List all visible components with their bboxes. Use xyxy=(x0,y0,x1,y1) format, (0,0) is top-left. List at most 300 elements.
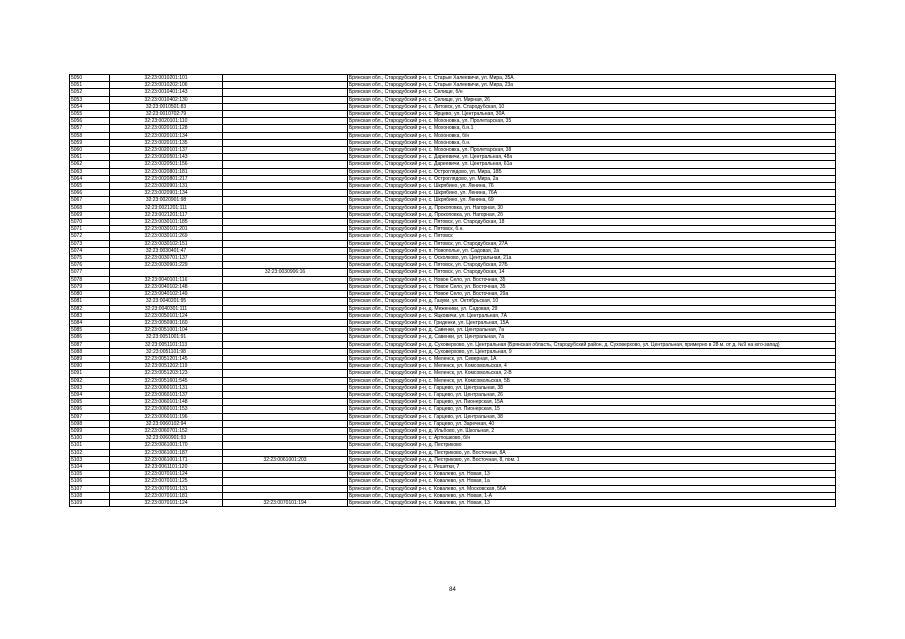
parent-number-cell xyxy=(223,118,348,125)
row-number-cell: 5100 xyxy=(70,435,110,442)
table-row xyxy=(70,377,836,384)
parent-number-cell xyxy=(223,420,348,427)
parent-number-cell xyxy=(223,197,348,204)
table-row xyxy=(70,226,836,233)
row-number-cell: 5102 xyxy=(70,449,110,456)
parent-number-cell xyxy=(223,305,348,312)
parent-number-cell xyxy=(223,492,348,499)
table-row xyxy=(70,420,836,427)
table-row xyxy=(70,355,836,362)
table-row xyxy=(70,449,836,456)
parent-number-cell xyxy=(223,485,348,492)
address-cell: Брянская обл., Стародубский р-н, с. Гарцево, ул. Центральная, 38 xyxy=(348,413,836,420)
table-row xyxy=(70,168,836,175)
row-number-cell: 5096 xyxy=(70,406,110,413)
table-row xyxy=(70,312,836,319)
address-cell: Брянская обл., Стародубский р-н, с. Яцковичи, ул. Центральная, 7А xyxy=(348,312,836,319)
cadastral-number-cell: 32:23:0010202:106 xyxy=(110,82,223,89)
row-number-cell: 5080 xyxy=(70,291,110,298)
address-cell: Брянская обл., Стародубский р-н, с. Осколково, ул. Центральная, 21а xyxy=(348,255,836,262)
cadastral-number-cell: 32:23:0051201:145 xyxy=(110,355,223,362)
row-number-cell: 5074 xyxy=(70,247,110,254)
parent-number-cell xyxy=(223,183,348,190)
parent-number-cell xyxy=(223,283,348,290)
address-cell: Брянская обл., Стародубский р-н, с. Пятовск, ул. Стародубская, 27Б xyxy=(348,262,836,269)
table-row xyxy=(70,413,836,420)
cadastral-number-cell: 32:23:0020501:143 xyxy=(110,154,223,161)
row-number-cell: 5097 xyxy=(70,413,110,420)
parent-number-cell xyxy=(223,384,348,391)
table-row xyxy=(70,82,836,89)
table-row xyxy=(70,463,836,470)
cadastral-number-cell: 32:23:0040102:149 xyxy=(110,291,223,298)
cadastral-number-cell: 32:23:0020901:134 xyxy=(110,190,223,197)
table-row xyxy=(70,435,836,442)
address-cell: Брянская обл., Стародубский р-н, с. Шкрябино, ул. Ленина, 69 xyxy=(348,197,836,204)
address-cell: Брянская обл., Стародубский р-н, с. Пятовск, б.н. xyxy=(348,226,836,233)
table-row xyxy=(70,96,836,103)
table-row xyxy=(70,103,836,110)
cadastral-number-cell: 32:23:0060102:94 xyxy=(110,420,223,427)
cadastral-number-cell: 32:23:0060901:93 xyxy=(110,435,223,442)
row-number-cell: 5068 xyxy=(70,204,110,211)
cadastral-number-cell: 32:23:0061001:187 xyxy=(110,449,223,456)
cadastral-number-cell: 32:23:0020101:135 xyxy=(110,139,223,146)
parent-number-cell xyxy=(223,96,348,103)
address-cell: Брянская обл., Стародубский р-н, с. Новое Село, ул. Восточная, 35 xyxy=(348,283,836,290)
address-cell: Брянская обл., Стародубский р-н, с. Селище, б/н xyxy=(348,89,836,96)
row-number-cell: 5072 xyxy=(70,233,110,240)
cadastral-number-cell: 32:23:0020101:137 xyxy=(110,147,223,154)
table-row xyxy=(70,190,836,197)
row-number-cell: 5093 xyxy=(70,384,110,391)
cadastral-number-cell: 32:23:0030102:151 xyxy=(110,240,223,247)
address-cell: Брянская обл., Стародубский р-н, с. Меленск, ул. Комсомольская, 2-В xyxy=(348,370,836,377)
row-number-cell: 5101 xyxy=(70,442,110,449)
cadastral-number-cell: 32:23:0060101:196 xyxy=(110,413,223,420)
address-cell: Брянская обл., Стародубский р-н, с. Гарцево, ул. Пионерская, 15А xyxy=(348,399,836,406)
cadastral-number-cell: 32:23:0060101:148 xyxy=(110,399,223,406)
property-table-body xyxy=(70,75,836,507)
table-row xyxy=(70,348,836,355)
address-cell: Брянская обл., Стародубский р-н, д. Пестриково xyxy=(348,442,836,449)
address-cell: Брянская обл., Стародубский р-н, с. Новое Село, ул. Восточная, 35 xyxy=(348,276,836,283)
address-cell: Брянская обл., Стародубский р-н, с. Меленск, ул. Комсомольская, 4 xyxy=(348,363,836,370)
address-cell: Брянская обл., Стародубский р-н, с. Старые Халеевичи, ул. Мира, 23а xyxy=(348,82,836,89)
table-row xyxy=(70,132,836,139)
row-number-cell: 5055 xyxy=(70,111,110,118)
cadastral-number-cell: 32:23:0020901:98 xyxy=(110,197,223,204)
address-cell: Брянская обл., Стародубский р-н, с. Новое Село, ул. Восточная, 29а xyxy=(348,291,836,298)
address-cell: Брянская обл., Стародубский р-н, с. Пятовск, ул. Стародубская, 14 xyxy=(348,269,836,276)
table-row xyxy=(70,125,836,132)
cadastral-number-cell: 32:23:0061001:170 xyxy=(110,442,223,449)
row-number-cell: 5098 xyxy=(70,420,110,427)
parent-number-cell xyxy=(223,413,348,420)
parent-number-cell xyxy=(223,370,348,377)
table-row xyxy=(70,399,836,406)
table-row xyxy=(70,211,836,218)
cadastral-number-cell: 32:23:0010401:143 xyxy=(110,89,223,96)
row-number-cell: 5081 xyxy=(70,298,110,305)
table-row xyxy=(70,471,836,478)
cadastral-number-cell xyxy=(110,269,223,276)
parent-number-cell xyxy=(223,478,348,485)
table-row xyxy=(70,233,836,240)
address-cell: Брянская обл., Стародубский р-н, с. Ярцево, ул. Центральная, 30А xyxy=(348,111,836,118)
cadastral-number-cell: 32:23:0051001:91 xyxy=(110,334,223,341)
parent-number-cell xyxy=(223,190,348,197)
table-row xyxy=(70,262,836,269)
address-cell: Брянская обл., Стародубский р-н, с. Дареевичи, ул. Центральная, 61а xyxy=(348,161,836,168)
row-number-cell: 5099 xyxy=(70,427,110,434)
table-row xyxy=(70,492,836,499)
table-row xyxy=(70,247,836,254)
table-row xyxy=(70,305,836,312)
table-row xyxy=(70,139,836,146)
address-cell: Брянская обл., Стародубский р-н, с. Ковалево, ул. Новая, 1а xyxy=(348,478,836,485)
table-row xyxy=(70,276,836,283)
row-number-cell: 5056 xyxy=(70,118,110,125)
parent-number-cell xyxy=(223,341,348,348)
cadastral-number-cell: 32:23:0051601:545 xyxy=(110,377,223,384)
row-number-cell: 5067 xyxy=(70,197,110,204)
table-row xyxy=(70,204,836,211)
cadastral-number-cell: 32:23:0051202:119 xyxy=(110,363,223,370)
table-row xyxy=(70,154,836,161)
address-cell: Брянская обл., Стародубский р-н, с. Мохоновка, б.н.1 xyxy=(348,125,836,132)
address-cell: Брянская обл., Стародубский р-н, д. Ильбово, ул. Школьная, 2 xyxy=(348,427,836,434)
table-row xyxy=(70,183,836,190)
row-number-cell: 5089 xyxy=(70,355,110,362)
parent-number-cell xyxy=(223,132,348,139)
row-number-cell: 5084 xyxy=(70,319,110,326)
cadastral-number-cell: 32:23:0030401:47 xyxy=(110,247,223,254)
cadastral-number-cell: 32:23:0021201:117 xyxy=(110,211,223,218)
address-cell: Брянская обл., Стародубский р-н, с. Шкрябино, ул. Ленина, 76А xyxy=(348,190,836,197)
row-number-cell: 5083 xyxy=(70,312,110,319)
table-row xyxy=(70,298,836,305)
row-number-cell: 5092 xyxy=(70,377,110,384)
address-cell: Брянская обл., Стародубский р-н, с. Меленск, ул. Северная, 1А xyxy=(348,355,836,362)
row-number-cell: 5069 xyxy=(70,211,110,218)
row-number-cell: 5094 xyxy=(70,391,110,398)
address-cell: Брянская обл., Стародубский р-н, д. Пестриково, ул. Восточная, 8, пом. 1 xyxy=(348,456,836,463)
address-cell: Брянская обл., Стародубский р-н, с. Остроглядово, ул. Мира, 18Б xyxy=(348,168,836,175)
address-cell: Брянская обл., Стародубский р-н, с. Гарцево, ул. Центральная, 38 xyxy=(348,384,836,391)
cadastral-number-cell: 32:23:0020101:128 xyxy=(110,125,223,132)
cadastral-number-cell: 32:23:0020101:134 xyxy=(110,132,223,139)
cadastral-number-cell: 32:23:0070101:125 xyxy=(110,478,223,485)
parent-number-cell xyxy=(223,312,348,319)
table-row xyxy=(70,442,836,449)
parent-number-cell xyxy=(223,327,348,334)
row-number-cell: 5061 xyxy=(70,154,110,161)
cadastral-number-cell: 32:23:0020501:156 xyxy=(110,161,223,168)
address-cell: Брянская обл., Стародубский р-н, с. Мохоновка, ул. Пролетарская, 38 xyxy=(348,147,836,154)
parent-number-cell xyxy=(223,175,348,182)
address-cell: Брянская обл., Стародубский р-н, с. Ковалево, ул. Новая, 1-А xyxy=(348,492,836,499)
parent-number-cell xyxy=(223,75,348,82)
parent-number-cell xyxy=(223,255,348,262)
cadastral-number-cell: 32:23:0061101:120 xyxy=(110,463,223,470)
parent-number-cell xyxy=(223,334,348,341)
cadastral-number-cell: 32:23:0051001:104 xyxy=(110,327,223,334)
row-number-cell: 5065 xyxy=(70,183,110,190)
table-row xyxy=(70,75,836,82)
address-cell: Брянская обл., Стародубский р-н, с. Пятовск xyxy=(348,233,836,240)
table-row xyxy=(70,384,836,391)
table-row xyxy=(70,269,836,276)
parent-number-cell xyxy=(223,463,348,470)
page-number: 84 xyxy=(449,587,456,593)
row-number-cell: 5085 xyxy=(70,327,110,334)
cadastral-number-cell: 32:23:0060101:153 xyxy=(110,406,223,413)
address-cell: Брянская обл., Стародубский р-н, с. Гарцево, ул. Заречная, 40 xyxy=(348,420,836,427)
table-row xyxy=(70,370,836,377)
parent-number-cell xyxy=(223,226,348,233)
cadastral-number-cell: 32:23:0051203:123 xyxy=(110,370,223,377)
table-row xyxy=(70,197,836,204)
address-cell: Брянская обл., Стародубский р-н, п. Новополье, ул. Садовая, 2а xyxy=(348,247,836,254)
row-number-cell: 5078 xyxy=(70,276,110,283)
cadastral-number-cell: 32:23:0070101:124 xyxy=(110,499,223,506)
row-number-cell: 5053 xyxy=(70,96,110,103)
row-number-cell: 5108 xyxy=(70,492,110,499)
row-number-cell: 5090 xyxy=(70,363,110,370)
cadastral-number-cell: 32:23:0050901:160 xyxy=(110,319,223,326)
parent-number-cell xyxy=(223,240,348,247)
address-cell: Брянская обл., Стародубский р-н, с. Ковалево, ул. Новая, 13 xyxy=(348,499,836,506)
row-number-cell: 5107 xyxy=(70,485,110,492)
cadastral-number-cell: 32:23:0060101:131 xyxy=(110,384,223,391)
row-number-cell: 5071 xyxy=(70,226,110,233)
address-cell: Брянская обл., Стародубский р-н, с. Селище, ул. Мирная, 26 xyxy=(348,96,836,103)
address-cell: Брянская обл., Стародубский р-н, д. Савенки, ул. Центральная, 7а xyxy=(348,334,836,341)
parent-number-cell xyxy=(223,139,348,146)
address-cell: Брянская обл., Стародубский р-н, д. Пестриково, ул. Восточная, 8А xyxy=(348,449,836,456)
cadastral-number-cell: 32:23:0010702:79 xyxy=(110,111,223,118)
table-row xyxy=(70,499,836,506)
row-number-cell: 5076 xyxy=(70,262,110,269)
address-cell: Брянская обл., Стародубский р-н, с. Решетки, 7 xyxy=(348,463,836,470)
cadastral-number-cell: 32:23:0060101:137 xyxy=(110,391,223,398)
address-cell: Брянская обл., Стародубский р-н, с. Мохоновка, б/н xyxy=(348,132,836,139)
row-number-cell: 5109 xyxy=(70,499,110,506)
parent-number-cell xyxy=(223,262,348,269)
row-number-cell: 5054 xyxy=(70,103,110,110)
address-cell: Брянская обл., Стародубский р-н, с. Пятовск, ул. Стародубская, 27А xyxy=(348,240,836,247)
address-cell: Брянская обл., Стародубский р-н, с. Ковалево, ул. Московская, 56А xyxy=(348,485,836,492)
cadastral-number-cell: 32:23:0040102:148 xyxy=(110,283,223,290)
row-number-cell: 5079 xyxy=(70,283,110,290)
row-number-cell: 5060 xyxy=(70,147,110,154)
row-number-cell: 5077 xyxy=(70,269,110,276)
parent-number-cell xyxy=(223,103,348,110)
cadastral-number-cell: 32:23:0050101:124 xyxy=(110,312,223,319)
address-cell: Брянская обл., Стародубский р-н, с. Ковалево, ул. Новая, 13 xyxy=(348,471,836,478)
parent-number-cell xyxy=(223,147,348,154)
row-number-cell: 5086 xyxy=(70,334,110,341)
table-row xyxy=(70,89,836,96)
parent-number-cell: 32:23:0030906:16 xyxy=(223,269,348,276)
row-number-cell: 5082 xyxy=(70,305,110,312)
address-cell: Брянская обл., Стародубский р-н, с. Артюшково, б/н xyxy=(348,435,836,442)
parent-number-cell xyxy=(223,211,348,218)
row-number-cell: 5064 xyxy=(70,175,110,182)
row-number-cell: 5091 xyxy=(70,370,110,377)
parent-number-cell xyxy=(223,125,348,132)
table-row xyxy=(70,391,836,398)
address-cell: Брянская обл., Стародубский р-н, с. Старые Халеевичи, ул. Мира, 35А xyxy=(348,75,836,82)
address-cell: Брянская обл., Стародубский р-н, с. Шкрябино, ул. Ленина, 76 xyxy=(348,183,836,190)
row-number-cell: 5104 xyxy=(70,463,110,470)
table-row xyxy=(70,456,836,463)
address-cell: Брянская обл., Стародубский р-н, д. Прокоповка, ул. Нагорная, 2б xyxy=(348,211,836,218)
cadastral-number-cell: 32:23:0040101:116 xyxy=(110,276,223,283)
address-cell: Брянская обл., Стародубский р-н, д. Суховерхово, ул. Центральная, 9 xyxy=(348,348,836,355)
parent-number-cell: 32:23:0061001:203 xyxy=(223,456,348,463)
parent-number-cell xyxy=(223,154,348,161)
cadastral-number-cell: 32:23:0040201:95 xyxy=(110,298,223,305)
row-number-cell: 5103 xyxy=(70,456,110,463)
table-row xyxy=(70,291,836,298)
row-number-cell: 5087 xyxy=(70,341,110,348)
address-cell: Брянская обл., Стародубский р-н, с. Литовск, ул. Стародубская, 10 xyxy=(348,103,836,110)
row-number-cell: 5052 xyxy=(70,89,110,96)
table-row xyxy=(70,427,836,434)
row-number-cell: 5062 xyxy=(70,161,110,168)
table-row xyxy=(70,334,836,341)
cadastral-number-cell: 32:23:0030701:137 xyxy=(110,255,223,262)
row-number-cell: 5070 xyxy=(70,219,110,226)
cadastral-number-cell: 32:23:0020901:131 xyxy=(110,183,223,190)
parent-number-cell xyxy=(223,219,348,226)
address-cell: Брянская обл., Стародубский р-н, с. Мохоновка, б.н. xyxy=(348,139,836,146)
parent-number-cell xyxy=(223,204,348,211)
property-table xyxy=(69,74,836,507)
cadastral-number-cell: 32:23:0060701:152 xyxy=(110,427,223,434)
cadastral-number-cell: 32:23:0010201:101 xyxy=(110,75,223,82)
cadastral-number-cell: 32:23:0061001:171 xyxy=(110,456,223,463)
address-cell: Брянская обл., Стародубский р-н, д. Савенки, ул. Центральная, 7а xyxy=(348,327,836,334)
cadastral-number-cell: 32:23:0021201:111 xyxy=(110,204,223,211)
address-cell: Брянская обл., Стародубский р-н, с. Дареевичи, ул. Центральная, 48а xyxy=(348,154,836,161)
table-row xyxy=(70,341,836,348)
table-row xyxy=(70,147,836,154)
parent-number-cell xyxy=(223,89,348,96)
parent-number-cell xyxy=(223,435,348,442)
row-number-cell: 5073 xyxy=(70,240,110,247)
cadastral-number-cell: 32:23:0020801:217 xyxy=(110,175,223,182)
table-row xyxy=(70,118,836,125)
cadastral-number-cell: 32:23:0030101:185 xyxy=(110,219,223,226)
address-cell: Брянская обл., Стародубский р-н, д. Газуки, ул. Октябрьская, 10 xyxy=(348,298,836,305)
address-cell: Брянская обл., Стародубский р-н, с. Меленск, ул. Комсомольская, 5Б xyxy=(348,377,836,384)
table-row xyxy=(70,175,836,182)
parent-number-cell xyxy=(223,82,348,89)
row-number-cell: 5058 xyxy=(70,132,110,139)
table-row xyxy=(70,283,836,290)
cadastral-number-cell: 32:23:0070101:131 xyxy=(110,485,223,492)
row-number-cell: 5105 xyxy=(70,471,110,478)
cadastral-number-cell: 32:23:0020101:110 xyxy=(110,118,223,125)
address-cell: Брянская обл., Стародубский р-н, с. Гриденки, ул. Центральная, 15А xyxy=(348,319,836,326)
address-cell: Брянская обл., Стародубский р-н, с. Гарцево, ул. Центральная, 26 xyxy=(348,391,836,398)
address-cell: Брянская обл., Стародубский р-н, с. Пятовск, ул. Стародубская, 18 xyxy=(348,219,836,226)
parent-number-cell xyxy=(223,377,348,384)
parent-number-cell: 32:23:0070101:194 xyxy=(223,499,348,506)
cadastral-number-cell: 32:23:0010402:130 xyxy=(110,96,223,103)
cadastral-number-cell: 32:23:0020801:181 xyxy=(110,168,223,175)
parent-number-cell xyxy=(223,399,348,406)
cadastral-number-cell: 32:23:0030101:269 xyxy=(110,233,223,240)
row-number-cell: 5075 xyxy=(70,255,110,262)
parent-number-cell xyxy=(223,291,348,298)
row-number-cell: 5106 xyxy=(70,478,110,485)
cadastral-number-cell: 32:23:0040301:111 xyxy=(110,305,223,312)
parent-number-cell xyxy=(223,391,348,398)
address-cell: Брянская обл., Стародубский р-н, д. Меженики, ул. Садовая, 29 xyxy=(348,305,836,312)
table-row xyxy=(70,319,836,326)
parent-number-cell xyxy=(223,168,348,175)
table-row xyxy=(70,219,836,226)
parent-number-cell xyxy=(223,247,348,254)
parent-number-cell xyxy=(223,363,348,370)
cadastral-number-cell: 32:23:0030901:229 xyxy=(110,262,223,269)
table-row xyxy=(70,406,836,413)
table-row xyxy=(70,240,836,247)
parent-number-cell xyxy=(223,298,348,305)
cadastral-number-cell: 32:23:0030101:201 xyxy=(110,226,223,233)
row-number-cell: 5057 xyxy=(70,125,110,132)
parent-number-cell xyxy=(223,427,348,434)
parent-number-cell xyxy=(223,161,348,168)
cadastral-number-cell: 32:23:0070101:124 xyxy=(110,471,223,478)
parent-number-cell xyxy=(223,319,348,326)
table-row xyxy=(70,485,836,492)
row-number-cell: 5063 xyxy=(70,168,110,175)
address-cell: Брянская обл., Стародубский р-н, с. Гарцево, ул. Пионерская, 15 xyxy=(348,406,836,413)
row-number-cell: 5095 xyxy=(70,399,110,406)
address-cell: Брянская обл., Стародубский р-н, с. Остроглядово, ул. Мира, 2а xyxy=(348,175,836,182)
parent-number-cell xyxy=(223,449,348,456)
address-cell: Брянская обл., Стародубский р-н, с. Мохоновка, ул. Пролетарская, 35 xyxy=(348,118,836,125)
parent-number-cell xyxy=(223,276,348,283)
parent-number-cell xyxy=(223,355,348,362)
table-row xyxy=(70,255,836,262)
cadastral-number-cell: 32:23:0070101:181 xyxy=(110,492,223,499)
parent-number-cell xyxy=(223,406,348,413)
parent-number-cell xyxy=(223,348,348,355)
parent-number-cell xyxy=(223,442,348,449)
row-number-cell: 5059 xyxy=(70,139,110,146)
table-row xyxy=(70,478,836,485)
table-row xyxy=(70,161,836,168)
table-row xyxy=(70,111,836,118)
row-number-cell: 5050 xyxy=(70,75,110,82)
parent-number-cell xyxy=(223,111,348,118)
parent-number-cell xyxy=(223,471,348,478)
cadastral-number-cell: 32:23:0010501:83 xyxy=(110,103,223,110)
table-row xyxy=(70,327,836,334)
row-number-cell: 5066 xyxy=(70,190,110,197)
row-number-cell: 5088 xyxy=(70,348,110,355)
cadastral-number-cell: 32:23:0051101:113 xyxy=(110,341,223,348)
address-cell: Брянская обл., Стародубский р-н, д. Суховерхово, ул. Центральная (Брянская область, Стародубский район, д. Суховерхово, ул. Центральная, примерно в 28 м. от д. №9 на юго-запад) xyxy=(348,341,836,348)
table-row xyxy=(70,363,836,370)
parent-number-cell xyxy=(223,233,348,240)
